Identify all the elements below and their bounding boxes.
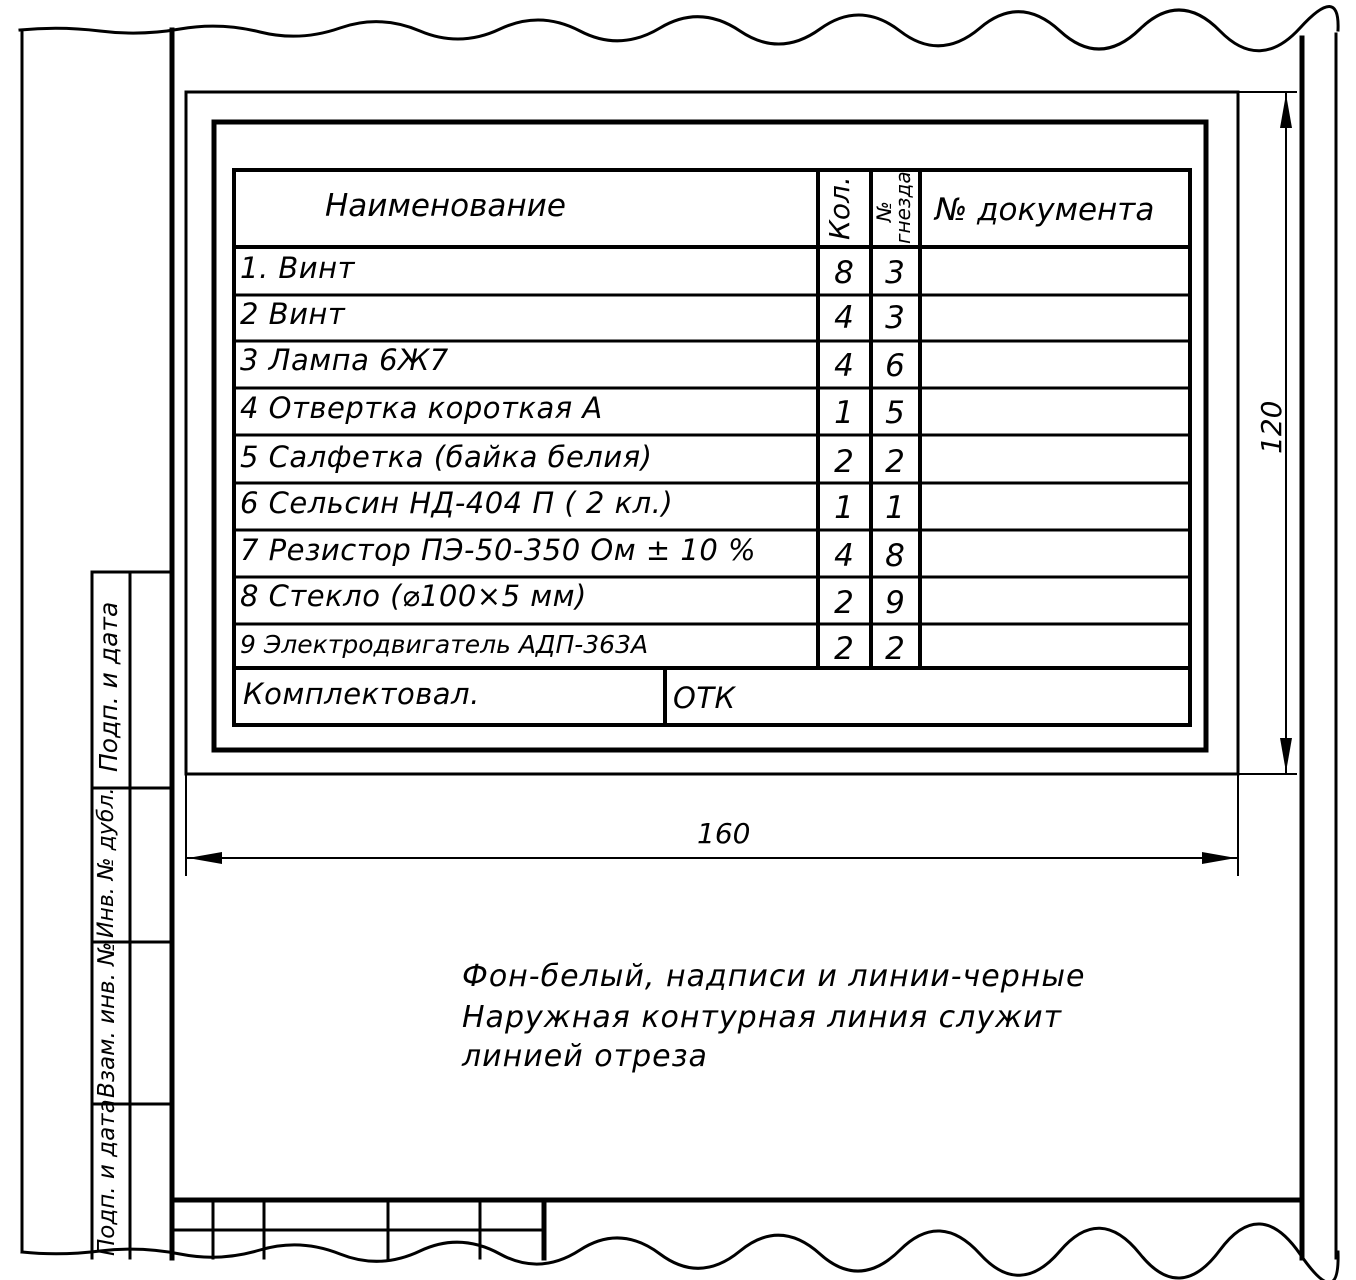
row-7-qty: 4 [834,538,854,574]
header-slot-line1: № [872,201,896,222]
row-5-qty: 2 [834,444,854,480]
row-3-name: 3 Лампа 6Ж7 [240,343,449,377]
row-6-name: 6 Сельсин НД-404 П ( 2 кл.) [240,486,674,520]
row-3-qty: 4 [834,348,854,384]
row-1-name: 1. Винт [240,251,355,285]
footer-otk: ОТК [673,681,736,715]
dim-arrow-right [1202,852,1236,864]
row-8-qty: 2 [834,585,854,621]
dim-arrow-bottom [1280,738,1292,772]
row-9-slot: 2 [885,631,905,667]
row-4-slot: 5 [885,395,905,431]
sheet-bottom-edge [22,1224,1338,1280]
note-line-2: Наружная контурная линия служит [462,1000,1063,1035]
dim-arrow-left [188,852,222,864]
dim-arrow-top [1280,94,1292,128]
row-1-qty: 8 [834,255,854,291]
row-2-slot: 3 [885,300,905,336]
row-8-slot: 9 [885,585,905,621]
row-9-qty: 2 [834,631,854,667]
header-qty: Кол. [823,176,856,240]
row-6-qty: 1 [834,490,854,526]
row-4-qty: 1 [834,395,854,431]
row-5-slot: 2 [885,444,905,480]
row-8-name: 8 Стекло (⌀100×5 мм) [240,579,587,613]
row-7-name: 7 Резистор ПЭ-50-350 Ом ± 10 % [240,533,757,567]
note-line-3: линией отреза [462,1039,708,1074]
footer-assembled: Комплектовал. [243,677,480,711]
dimension-height: 120 [1255,400,1288,454]
row-5-name: 5 Салфетка (байка белия) [240,440,653,474]
side-sign-date-top: Подп. и дата [94,601,123,772]
row-4-name: 4 Отвертка короткая А [240,391,603,425]
header-name: Наименование [325,188,566,224]
row-3-slot: 6 [885,348,905,384]
side-sign-date-bottom: Подп. и дата [94,1099,120,1256]
header-slot-line2: гнезда [891,171,915,244]
row-7-slot: 8 [885,538,905,574]
dimension-width: 160 [697,817,751,850]
side-replace-inv: Взам. инв. № [94,941,120,1098]
side-dup-inv: Инв. № дубл. [94,787,119,938]
note-line-1: Фон-белый, надписи и линии-черные [462,959,1086,994]
row-9-name: 9 Электродвигатель АДП-363А [240,630,649,659]
header-doc: № документа [935,192,1155,228]
sheet-top-edge [20,6,1338,50]
row-2-qty: 4 [834,300,854,336]
row-6-slot: 1 [885,490,905,526]
row-2-name: 2 Винт [240,297,346,331]
row-1-slot: 3 [885,255,905,291]
